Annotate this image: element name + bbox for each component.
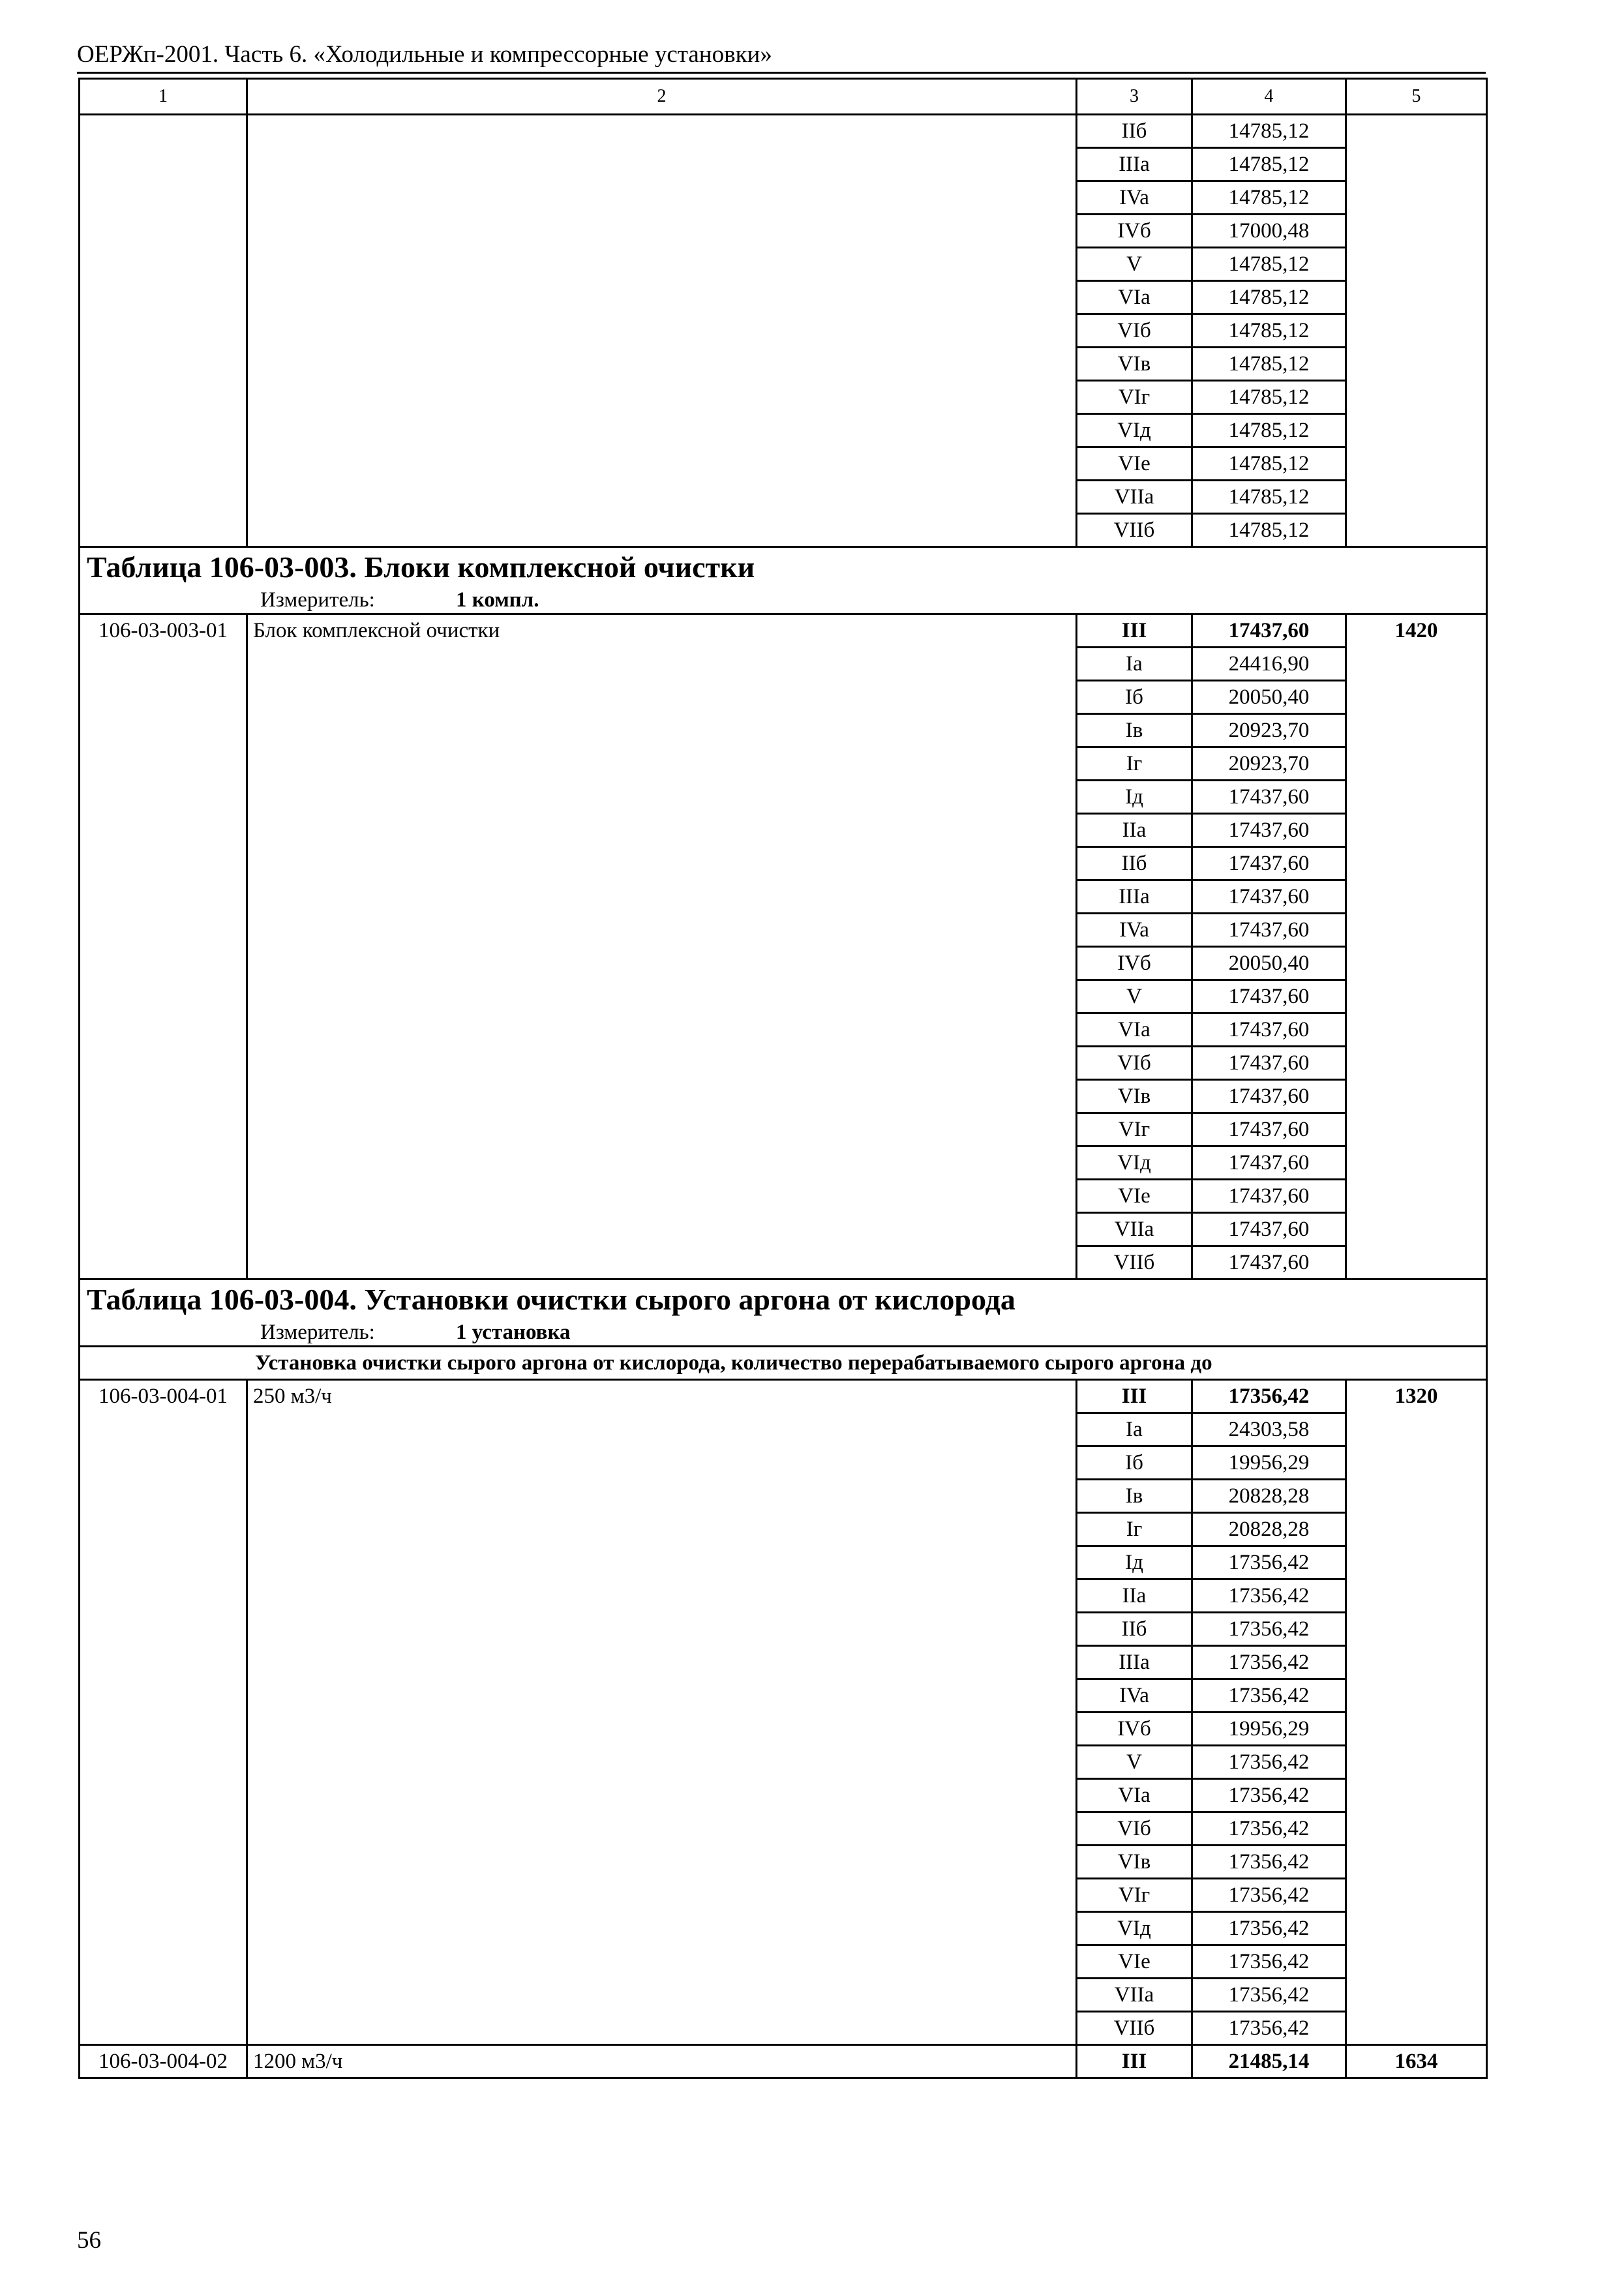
zone-cell: VIIa	[1077, 1213, 1192, 1246]
zone-cell: V	[1077, 1746, 1192, 1779]
price-cell: 17437,60	[1192, 1246, 1346, 1279]
col5-value: 1634	[1346, 2045, 1487, 2078]
price-cell: 17356,42	[1192, 1679, 1346, 1713]
measure-value: 1 компл.	[456, 588, 539, 612]
zone-cell: Iв	[1077, 714, 1192, 747]
zone-cell: IVa	[1077, 181, 1192, 215]
zone-cell: Iв	[1077, 1480, 1192, 1513]
price-cell: 17356,42	[1192, 1646, 1346, 1679]
zone-cell: VIв	[1077, 1846, 1192, 1879]
price-table	[78, 78, 1488, 2079]
zone-cell: Ia	[1077, 648, 1192, 681]
item-code: 106-03-004-02	[80, 2045, 247, 2078]
zone-cell: VIб	[1077, 1047, 1192, 1080]
price-cell: 17356,42	[1192, 1779, 1346, 1812]
price-cell: 20923,70	[1192, 714, 1346, 747]
price-cell: 17356,42	[1192, 1546, 1346, 1579]
col5-value: 1420	[1346, 614, 1487, 1279]
zone-cell: IVб	[1077, 1713, 1192, 1746]
zone-cell: VIe	[1077, 1945, 1192, 1979]
zone-cell: Iб	[1077, 1446, 1192, 1480]
price-cell: 17437,60	[1192, 847, 1346, 880]
zone-cell: IIa	[1077, 1579, 1192, 1613]
price-cell: 17356,42	[1192, 1812, 1346, 1846]
price-cell: 17356,42	[1192, 1579, 1346, 1613]
price-cell: 14785,12	[1192, 314, 1346, 348]
zone-cell: VIIa	[1077, 481, 1192, 514]
table-title-row	[80, 547, 1487, 588]
zone-cell: V	[1077, 980, 1192, 1013]
zone-cell: VIe	[1077, 1180, 1192, 1213]
zone-cell: VIa	[1077, 281, 1192, 314]
item-name: 250 м3/ч	[247, 1380, 1077, 2045]
item-name: 1200 м3/ч	[247, 2045, 1077, 2078]
item-code: 106-03-004-01	[80, 1380, 247, 2045]
table-row	[80, 614, 1487, 648]
zone-cell: IIIa	[1077, 880, 1192, 914]
column-number-row	[80, 79, 1487, 115]
zone-cell: IVa	[1077, 914, 1192, 947]
price-cell: 14785,12	[1192, 115, 1346, 148]
col5-value: 1320	[1346, 1380, 1487, 2045]
price-cell: 14785,12	[1192, 514, 1346, 547]
price-cell: 17356,42	[1192, 1912, 1346, 1945]
price-cell: 21485,14	[1192, 2045, 1346, 2078]
zone-cell: IIб	[1077, 847, 1192, 880]
table-title-row	[80, 1279, 1487, 1320]
item-name	[247, 115, 1077, 547]
price-cell: 17356,42	[1192, 1380, 1346, 1413]
price-cell: 20050,40	[1192, 947, 1346, 980]
zone-cell: VIIб	[1077, 514, 1192, 547]
price-cell: 17437,60	[1192, 980, 1346, 1013]
zone-cell: VIв	[1077, 1080, 1192, 1113]
zone-cell: VIд	[1077, 414, 1192, 447]
zone-cell: VIг	[1077, 381, 1192, 414]
zone-cell: VIб	[1077, 1812, 1192, 1846]
zone-cell: V	[1077, 248, 1192, 281]
zone-cell: III	[1077, 2045, 1192, 2078]
price-cell: 19956,29	[1192, 1713, 1346, 1746]
measure-label: Измеритель:	[260, 588, 375, 612]
zone-cell: IVa	[1077, 1679, 1192, 1713]
zone-cell: IIIa	[1077, 148, 1192, 181]
price-cell: 17437,60	[1192, 880, 1346, 914]
table-title: Таблица 106-03-003. Блоки комплексной очистки	[80, 547, 1487, 588]
price-cell: 19956,29	[1192, 1446, 1346, 1480]
measure-row	[80, 1319, 1487, 1347]
zone-cell: IIб	[1077, 1613, 1192, 1646]
zone-cell: IIIa	[1077, 1646, 1192, 1679]
zone-cell: VIIб	[1077, 1246, 1192, 1279]
price-cell: 17437,60	[1192, 614, 1346, 648]
price-cell: 17356,42	[1192, 1879, 1346, 1912]
measure-label: Измеритель:	[260, 1321, 375, 1344]
price-cell: 20828,28	[1192, 1513, 1346, 1546]
price-cell: 17000,48	[1192, 215, 1346, 248]
column-number: 1	[80, 79, 247, 115]
zone-cell: IVб	[1077, 947, 1192, 980]
price-cell: 17437,60	[1192, 1113, 1346, 1146]
subheading-row	[80, 1347, 1487, 1380]
price-cell: 14785,12	[1192, 414, 1346, 447]
zone-cell: IIa	[1077, 814, 1192, 847]
column-number: 2	[247, 79, 1077, 115]
table-row	[80, 115, 1487, 148]
price-cell: 24416,90	[1192, 648, 1346, 681]
zone-cell: VIa	[1077, 1779, 1192, 1812]
zone-cell: Iг	[1077, 747, 1192, 781]
price-cell: 17356,42	[1192, 1746, 1346, 1779]
col5-value	[1346, 115, 1487, 547]
item-name: Блок комплексной очистки	[247, 614, 1077, 1279]
price-cell: 17356,42	[1192, 1979, 1346, 2012]
column-number: 4	[1192, 79, 1346, 115]
column-number: 5	[1346, 79, 1487, 115]
price-cell: 17356,42	[1192, 1613, 1346, 1646]
measure-cell	[80, 587, 1487, 614]
zone-cell: VIIa	[1077, 1979, 1192, 2012]
zone-cell: VIe	[1077, 447, 1192, 481]
zone-cell: VIв	[1077, 348, 1192, 381]
price-cell: 14785,12	[1192, 181, 1346, 215]
zone-cell: Iг	[1077, 1513, 1192, 1546]
price-cell: 17437,60	[1192, 1146, 1346, 1180]
price-cell: 14785,12	[1192, 481, 1346, 514]
page-header: ОЕРЖп-2001. Часть 6. «Холодильные и компрессорные установки»	[77, 40, 1486, 74]
price-cell: 17437,60	[1192, 1047, 1346, 1080]
zone-cell: Iд	[1077, 1546, 1192, 1579]
price-cell: 17437,60	[1192, 1213, 1346, 1246]
price-cell: 17356,42	[1192, 1846, 1346, 1879]
price-cell: 24303,58	[1192, 1413, 1346, 1446]
price-cell: 17437,60	[1192, 1013, 1346, 1047]
price-cell: 14785,12	[1192, 248, 1346, 281]
group-subheading: Установка очистки сырого аргона от кислорода, количество перерабатываемого сырого аргона до	[80, 1347, 1487, 1380]
table-row	[80, 2045, 1487, 2078]
zone-cell: IIб	[1077, 115, 1192, 148]
price-cell: 20923,70	[1192, 747, 1346, 781]
zone-cell: IVб	[1077, 215, 1192, 248]
zone-cell: VIa	[1077, 1013, 1192, 1047]
measure-value: 1 установка	[456, 1321, 571, 1344]
price-cell: 14785,12	[1192, 381, 1346, 414]
measure-cell	[80, 1319, 1487, 1347]
item-code: 106-03-003-01	[80, 614, 247, 1279]
price-cell: 14785,12	[1192, 348, 1346, 381]
zone-cell: Iб	[1077, 681, 1192, 714]
price-cell: 17437,60	[1192, 781, 1346, 814]
zone-cell: VIг	[1077, 1113, 1192, 1146]
price-cell: 17356,42	[1192, 1945, 1346, 1979]
zone-cell: Iд	[1077, 781, 1192, 814]
zone-cell: Ia	[1077, 1413, 1192, 1446]
column-number: 3	[1077, 79, 1192, 115]
price-cell: 17437,60	[1192, 1080, 1346, 1113]
item-code	[80, 115, 247, 547]
zone-cell: VIг	[1077, 1879, 1192, 1912]
price-cell: 17437,60	[1192, 1180, 1346, 1213]
table-title: Таблица 106-03-004. Установки очистки сырого аргона от кислорода	[80, 1279, 1487, 1320]
price-cell: 14785,12	[1192, 447, 1346, 481]
price-cell: 17437,60	[1192, 814, 1346, 847]
table-row	[80, 1380, 1487, 1413]
page-number: 56	[77, 2227, 101, 2254]
price-cell: 17356,42	[1192, 2012, 1346, 2045]
price-cell: 14785,12	[1192, 148, 1346, 181]
price-cell: 14785,12	[1192, 281, 1346, 314]
zone-cell: III	[1077, 1380, 1192, 1413]
price-cell: 20050,40	[1192, 681, 1346, 714]
zone-cell: VIд	[1077, 1912, 1192, 1945]
price-cell: 17437,60	[1192, 914, 1346, 947]
zone-cell: III	[1077, 614, 1192, 648]
zone-cell: VIд	[1077, 1146, 1192, 1180]
price-cell: 20828,28	[1192, 1480, 1346, 1513]
zone-cell: VIб	[1077, 314, 1192, 348]
measure-row	[80, 587, 1487, 614]
zone-cell: VIIб	[1077, 2012, 1192, 2045]
